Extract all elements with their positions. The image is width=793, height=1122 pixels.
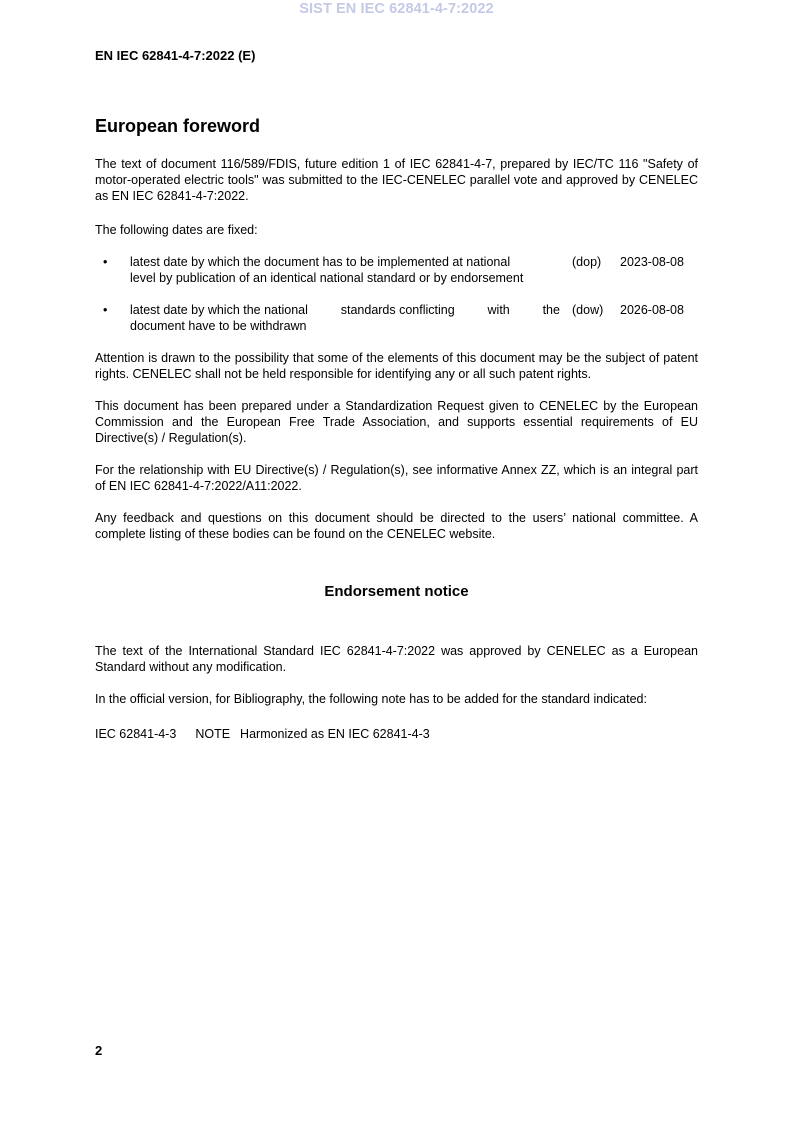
date-item-description	[130, 254, 560, 286]
date-item-line1	[130, 302, 560, 318]
watermark: SIST EN IEC 62841-4-7:2022	[299, 1, 494, 17]
date-code-dow: (dow)	[572, 303, 604, 317]
date-item-line2: document have to be withdrawn	[130, 319, 307, 333]
date-value-dow: 2026-08-08	[620, 303, 684, 317]
patent-paragraph: Attention is drawn to the possibility that some of the elements of this document may be the subject of patent rights. CENELEC shall not be held responsible for identifying any or all such patent rights.	[95, 351, 698, 381]
date-item-line1-text: latest date by which the document has to be implemented at national	[130, 255, 511, 269]
date-item-line1-part: standards conflicting	[340, 303, 455, 317]
date-code-dop: (dop)	[572, 255, 602, 269]
standardization-paragraph: This document has been prepared under a Standardization Request given to CENELEC by the European Commission and the European Free Trade Association, and supports essential requirements of EU Directive(s) / Regulation(s).	[95, 399, 698, 445]
bullet: •	[103, 255, 108, 269]
endorsement-title: Endorsement notice	[324, 583, 469, 600]
bullet: •	[103, 303, 108, 317]
date-value-dop: 2023-08-08	[620, 255, 684, 269]
date-item-line1	[130, 254, 560, 270]
bibliography-intro-paragraph: In the official version, for Bibliography, the following note has to be added for the standard indicated:	[95, 692, 647, 706]
page-number: 2	[95, 1043, 103, 1058]
note-standard: IEC 62841-4-3	[95, 727, 177, 741]
note-text: Harmonized as EN IEC 62841-4-3	[240, 727, 430, 741]
date-item-line2: level by publication of an identical national standard or by endorsement	[130, 271, 524, 285]
feedback-paragraph: Any feedback and questions on this document should be directed to the users’ national committee. A complete listing of these bodies can be found on the CENELEC website.	[95, 511, 698, 541]
date-item-line1-part: with	[487, 303, 510, 317]
bibliography-note	[95, 726, 430, 742]
foreword-title: European foreword	[95, 116, 261, 136]
date-item-line1-part: latest date by which the national	[130, 303, 308, 317]
note-label: NOTE	[195, 727, 231, 741]
foreword-intro-paragraph: The text of document 116/589/FDIS, future edition 1 of IEC 62841-4-7, prepared by IEC/TC 116 "Safety of motor-operated electric tools" was submitted to the IEC-CENELEC parallel vote and approved by CENELEC as EN IEC 62841-4-7:2022.	[95, 157, 698, 203]
relationship-paragraph: For the relationship with EU Directive(s) / Regulation(s), see informative Annex ZZ, which is an integral part of EN IEC 62841-4-7:2022/A11:2022.	[95, 463, 698, 493]
date-item-line1-part: the	[542, 303, 560, 317]
date-item-description	[130, 302, 560, 334]
dates-intro-paragraph: The following dates are fixed:	[95, 223, 258, 237]
document-id-header: EN IEC 62841-4-7:2022 (E)	[95, 48, 256, 63]
endorsement-paragraph: The text of the International Standard IEC 62841-4-7:2022 was approved by CENELEC as a European Standard without any modification.	[95, 644, 698, 674]
